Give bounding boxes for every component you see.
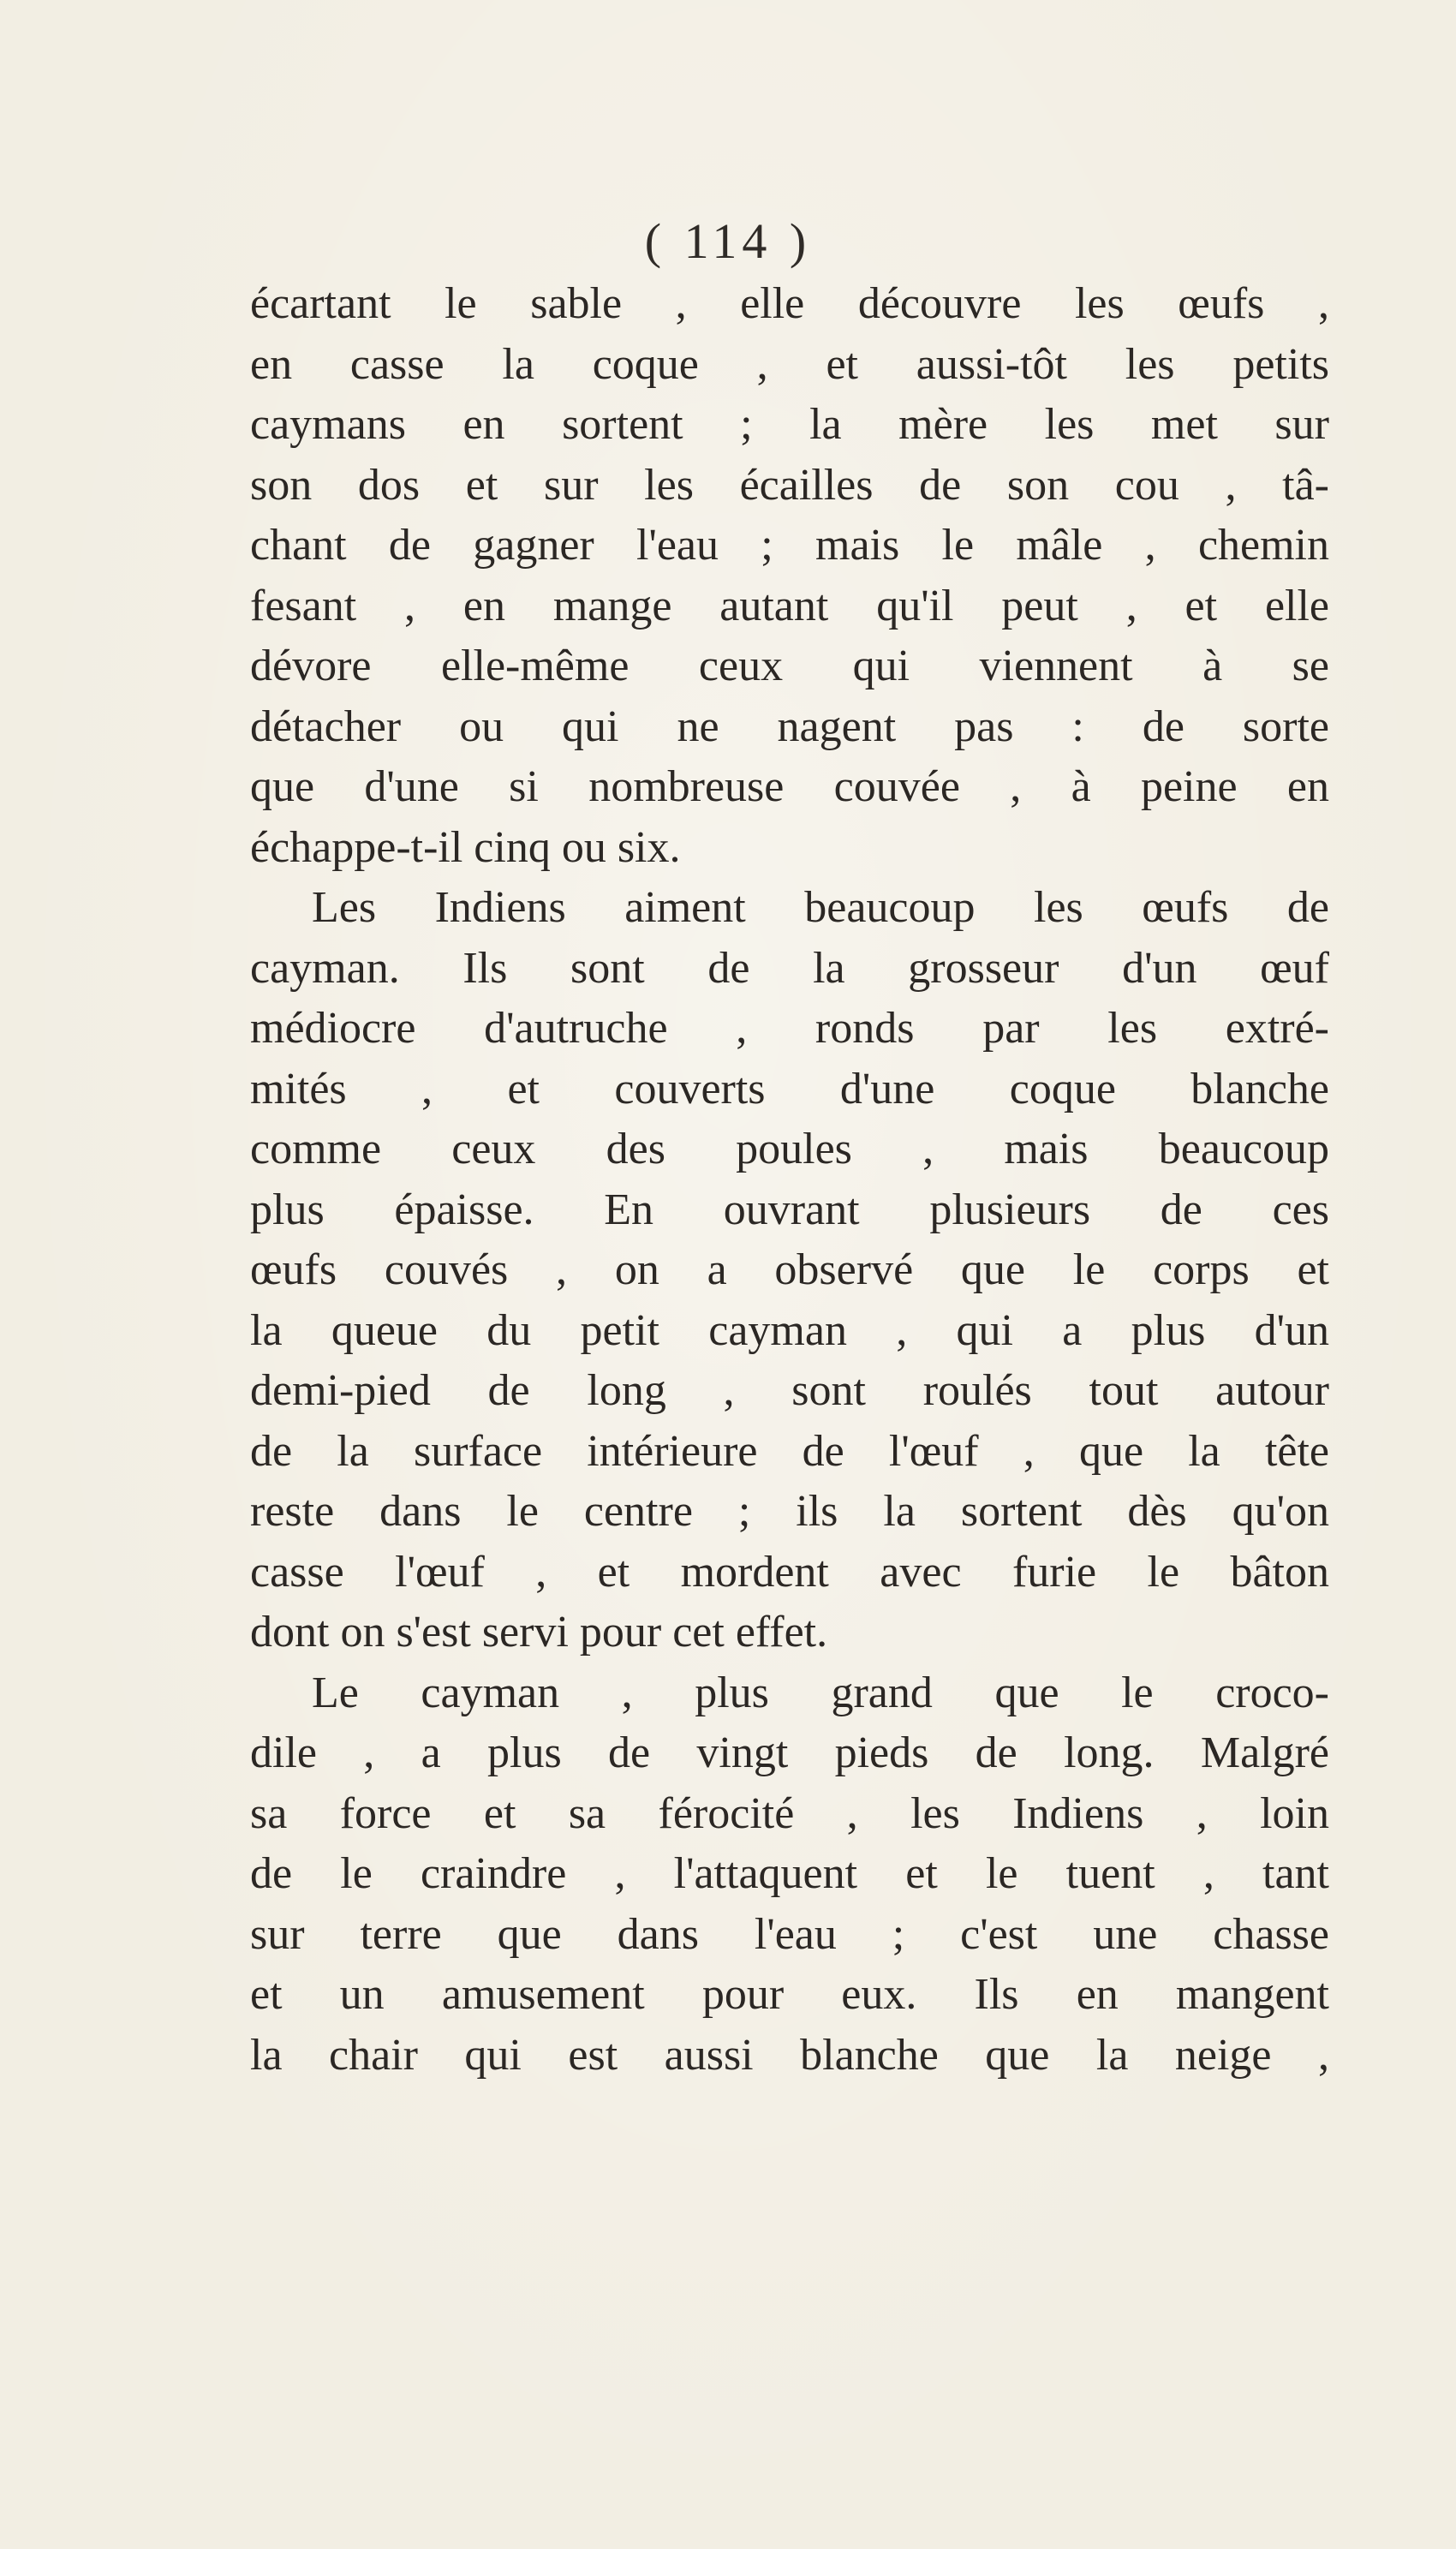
text-line: demi-pied de long , sont roulés tout autour	[250, 1366, 1329, 1415]
text-line: médiocre d'autruche , ronds par les extré-	[250, 1004, 1329, 1053]
text-line: dévore elle-même ceux qui viennent à se	[250, 642, 1329, 690]
text-line: dont on s'est servi pour cet effet.	[250, 1608, 828, 1657]
text-line: reste dans le centre ; ils la sortent dès qu'on	[250, 1487, 1329, 1536]
page-number: ( 114 )	[644, 213, 812, 269]
text-line: son dos et sur les écailles de son cou , tâ-	[250, 460, 1329, 510]
text-line: fesant , en mange autant qu'il peut , et elle	[250, 581, 1329, 630]
text-line: cayman. Ils sont de la grosseur d'un œuf	[250, 943, 1329, 993]
text-line: de la surface intérieure de l'œuf , que la tête	[250, 1426, 1329, 1476]
text-line: chant de gagner l'eau ; mais le mâle , chemin	[250, 521, 1329, 570]
text-line: casse l'œuf , et mordent avec furie le bâton	[250, 1547, 1329, 1597]
text-line: en casse la coque , et aussi-tôt les petits	[250, 339, 1329, 389]
text-line: et un amusement pour eux. Ils en mangent	[250, 1970, 1329, 2019]
text-line: mités , et couverts d'une coque blanche	[250, 1064, 1329, 1113]
text-line: plus épaisse. En ouvrant plusieurs de ces	[250, 1185, 1329, 1234]
text-line: la chair qui est aussi blanche que la neige ,	[250, 2030, 1329, 2080]
text-line: œufs couvés , on a observé que le corps et	[250, 1245, 1329, 1294]
body-text	[250, 274, 1329, 2086]
text-line: écartant le sable , elle découvre les œufs ,	[250, 279, 1329, 328]
text-line: de le craindre , l'attaquent et le tuent , tant	[250, 1849, 1329, 1898]
text-line: détacher ou qui ne nagent pas : de sorte	[250, 701, 1329, 751]
text-line: Le cayman , plus grand que le croco-	[312, 1668, 1329, 1717]
text-line: sur terre que dans l'eau ; c'est une chasse	[250, 1909, 1329, 1959]
text-line: comme ceux des poules , mais beaucoup	[250, 1125, 1329, 1173]
text-line: caymans en sortent ; la mère les met sur	[250, 400, 1329, 449]
text-line: échappe-t-il cinq ou six.	[250, 822, 681, 872]
text-line: la queue du petit cayman , qui a plus d'un	[250, 1305, 1329, 1355]
text-line: sa force et sa férocité , les Indiens , loin	[250, 1788, 1329, 1838]
text-line: Les Indiens aiment beaucoup les œufs de	[312, 883, 1329, 932]
text-line: dile , a plus de vingt pieds de long. Malgré	[250, 1728, 1329, 1777]
text-line: que d'une si nombreuse couvée , à peine en	[250, 762, 1329, 811]
